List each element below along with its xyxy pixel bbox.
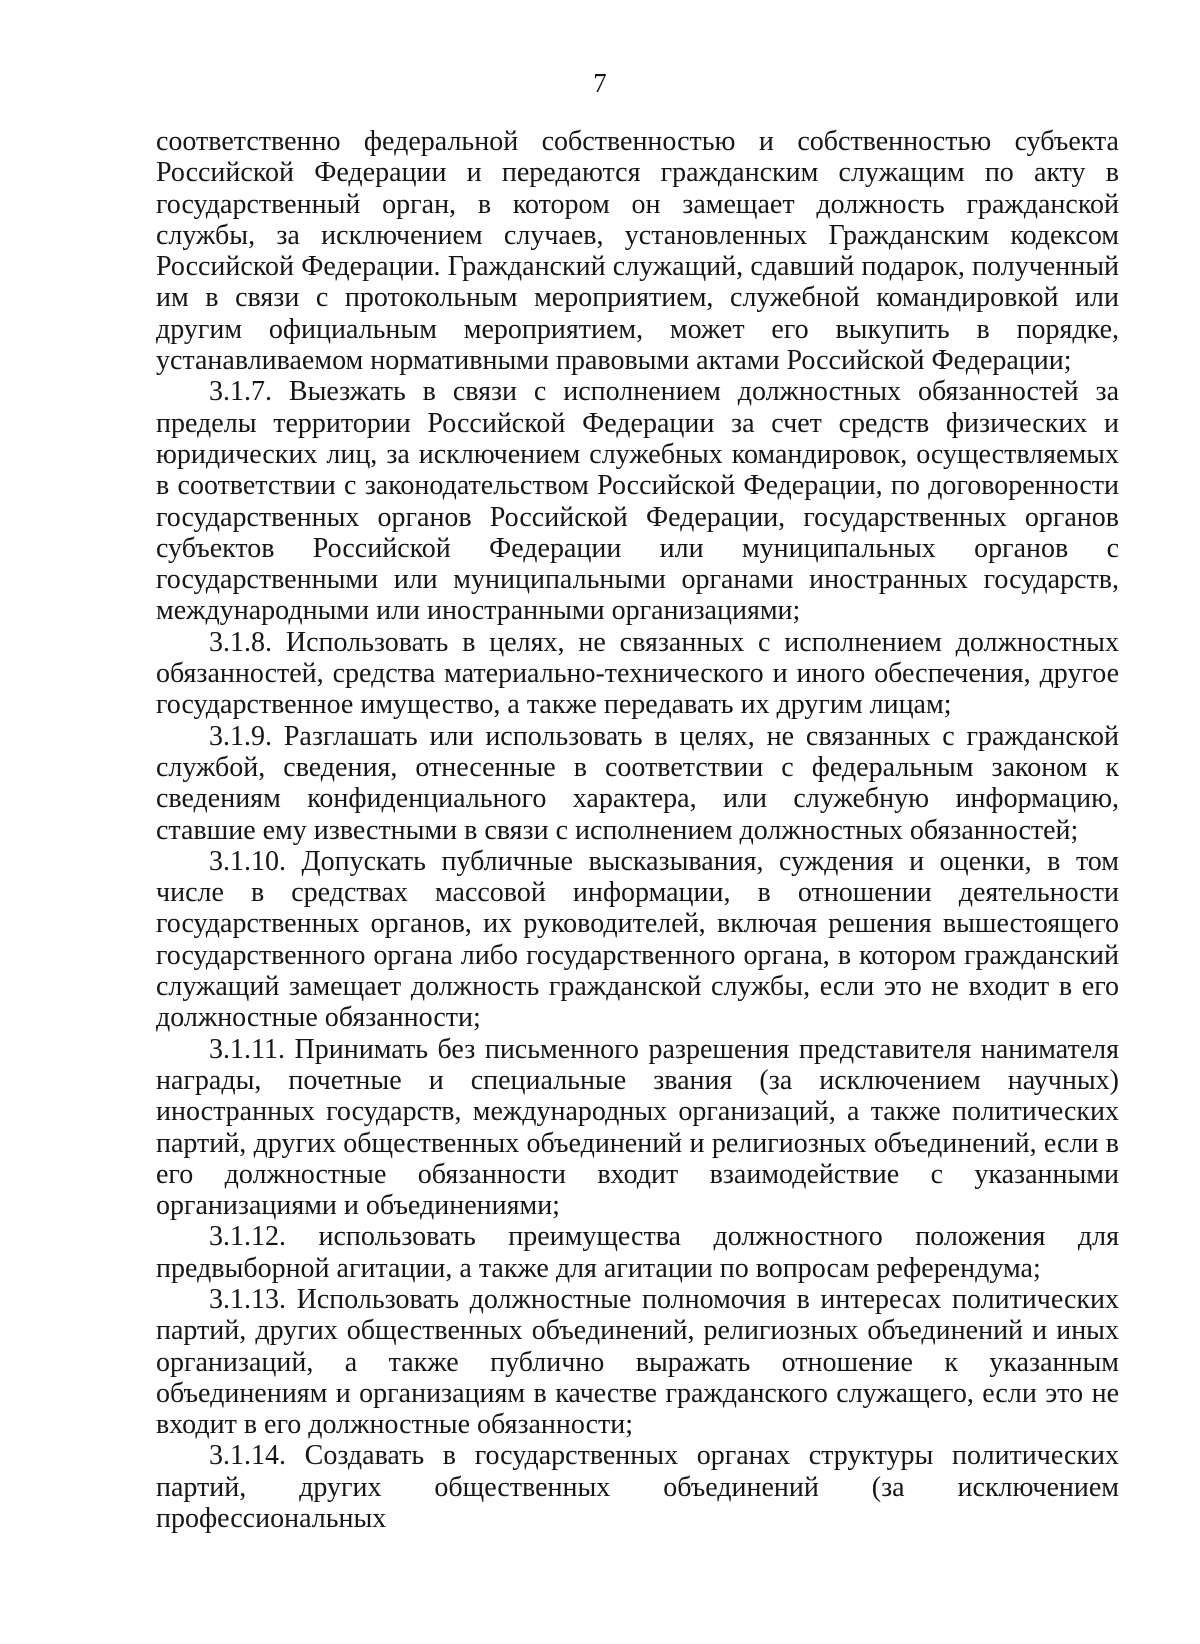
paragraph-3-1-13: 3.1.13. Использовать должностные полномочия в интересах политических партий, других общественных объединений, религиозных объединений и иных организаций, а также публично выражать отношение к указанным объединениям и организациям в качестве гражданского служащего, если это не входит в его должностные обязанности; <box>156 1283 1119 1441</box>
paragraph-3-1-10: 3.1.10. Допускать публичные высказывания, суждения и оценки, в том числе в средствах массовой информации, в отношении деятельности государственных органов, их руководителей, включая решения вышестоящего государственного органа либо государственного органа, в котором гражданский служащий замещает должность гражданской службы, если это не входит в его должностные обязанности; <box>156 845 1119 1034</box>
paragraph-3-1-12: 3.1.12. использовать преимущества должностного положения для предвыборной агитации, а также для агитации по вопросам референдума; <box>156 1221 1119 1284</box>
paragraph-3-1-8: 3.1.8. Использовать в целях, не связанных с исполнением должностных обязанностей, средства материально-технического и иного обеспечения, другое государственное имущество, а также передавать их другим лицам; <box>156 626 1119 721</box>
paragraph-continuation: соответственно федеральной собственностью и собственностью субъекта Российской Федерации и передаются гражданским служащим по акту в государственный орган, в котором он замещает должность гражданской службы, за исключением случаев, установленных Гражданским кодексом Российской Федерации. Гражданский служащий, сдавший подарок, полученный им в связи с протокольным мероприятием, служебной командировкой или другим официальным мероприятием, может его выкупить в порядке, устанавливаемом нормативными правовыми актами Российской Федерации; <box>156 126 1119 377</box>
paragraph-3-1-11: 3.1.11. Принимать без письменного разрешения представителя нанимателя награды, почетные и специальные звания (за исключением научных) иностранных государств, международных организаций, а также политических партий, других общественных объединений и религиозных объединений, если в его должностные обязанности входит взаимодействие с указанными организациями и объединениями; <box>156 1033 1119 1222</box>
paragraph-3-1-7: 3.1.7. Выезжать в связи с исполнением должностных обязанностей за пределы территории Российской Федерации за счет средств физических и юридических лиц, за исключением служебных командировок, осуществляемых в соответствии с законодательством Российской Федерации, по договоренности государственных органов Российской Федерации, государственных органов субъектов Российской Федерации или муниципальных органов с государственными или муниципальными органами иностранных государств, международными или иностранными организациями; <box>156 376 1119 627</box>
paragraph-3-1-14: 3.1.14. Создавать в государственных органах структуры политических партий, других общественных объединений (за исключением профессиональных <box>156 1440 1119 1535</box>
page-number: 7 <box>593 68 607 98</box>
document-body <box>156 126 1119 1534</box>
paragraph-3-1-9: 3.1.9. Разглашать или использовать в целях, не связанных с гражданской службой, сведения, отнесенные в соответствии с федеральным законом к сведениям конфиденциального характера, или служебную информацию, ставшие ему известными в связи с исполнением должностных обязанностей; <box>156 720 1119 846</box>
